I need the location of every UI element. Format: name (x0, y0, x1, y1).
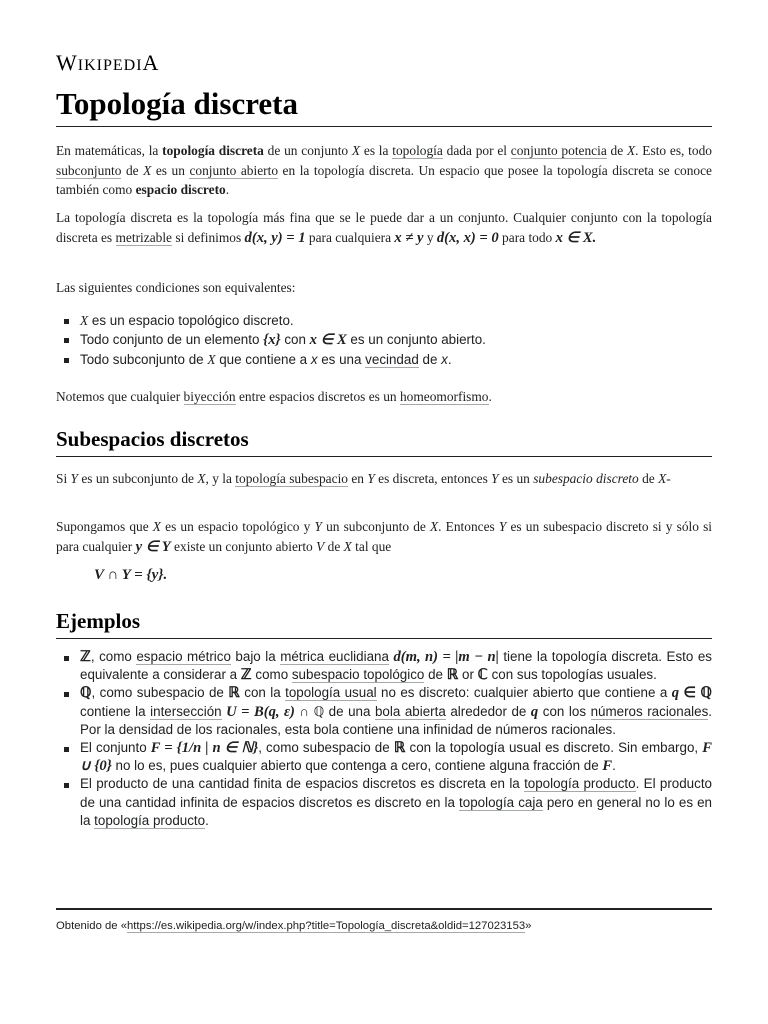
math-var: V (316, 538, 325, 554)
homeomorfismo-paragraph (56, 387, 712, 407)
text: y (423, 229, 437, 245)
text: como (251, 667, 292, 683)
list-item (56, 648, 712, 684)
text: . El producto de una cantidad infinita de espacios discretos es discreto en la (80, 776, 712, 810)
list-item (56, 739, 712, 775)
section-heading-subespacios: Subespacios discretos (56, 425, 712, 457)
text: de (418, 352, 442, 367)
wordmark-rest: IKIPEDI (77, 57, 143, 74)
math-var: q (530, 703, 539, 720)
math-formula: F ∪ {0} (80, 740, 712, 775)
math-set: ℤ (80, 649, 91, 665)
footer-retrieved-from (56, 920, 712, 932)
math-set: ℝ (393, 740, 406, 757)
link-conjunto-abierto[interactable]: conjunto abierto (189, 162, 279, 178)
math-set: ℚ (80, 685, 92, 702)
footer-permalink[interactable]: https://es.wikipedia.org/w/index.php?title=Topología_discreta&oldid=127023153 (126, 920, 526, 932)
math-formula: x ≠ y (394, 229, 424, 246)
math-set: ℂ (477, 667, 488, 684)
text: existe un conjunto abierto (170, 538, 317, 554)
text: no es discreto: cualquier abierto que contiene a (376, 685, 672, 701)
text: . Por la densidad de los racionales, esta bola contiene una infinidad de números racionales. (80, 703, 712, 737)
text: ∩ ℚ de una (294, 703, 375, 719)
footer-divider (56, 908, 712, 910)
math-var: x (441, 352, 448, 367)
italic-term: subespacio discreto (533, 471, 639, 486)
text: Notemos que cualquier (56, 389, 184, 404)
math-var: X (152, 519, 161, 534)
link-topologia-usual[interactable]: topología usual (285, 685, 377, 701)
display-formula: V ∩ Y = {y}. (94, 567, 168, 583)
wikipedia-wordmark[interactable] (56, 50, 159, 76)
text: Si (56, 471, 71, 486)
text: es un (151, 162, 190, 178)
math-formula: d(x, y) = 1 (244, 229, 306, 246)
text: . (447, 352, 452, 367)
text: en la topología discreta. Un espacio que posee la topología discreta se conoce también como (56, 162, 712, 197)
text: . (488, 389, 492, 404)
text: de un conjunto (263, 143, 352, 158)
link-topologia[interactable]: topología (392, 143, 443, 158)
text: La topología discreta es la topología más fina que se le puede dar a un conjunto. Cualquier conjunto con la topología discreta es (56, 210, 712, 245)
text: or (458, 667, 478, 683)
text: de (324, 538, 344, 554)
text: . Esto es, todo (635, 143, 712, 158)
text: tal que (351, 538, 392, 554)
math-var: Y (491, 471, 499, 486)
math-formula: x ∈ X (309, 332, 347, 348)
text: , como (90, 649, 137, 664)
math-var: X (658, 471, 667, 486)
math-var: X (207, 352, 216, 367)
metrizable-paragraph (56, 208, 712, 248)
link-vecindad[interactable]: vecindad (365, 352, 419, 367)
link-subconjunto[interactable]: subconjunto (56, 162, 122, 178)
math-set: ℝ (228, 685, 240, 702)
text: para todo (498, 229, 556, 245)
link-subespacio-topologico[interactable]: subespacio topológico (291, 667, 425, 683)
text: Todo subconjunto de (80, 352, 208, 367)
text: tiene la topología discreta. Esto es equivalente a considerar a (80, 649, 712, 683)
text: es una (317, 352, 366, 367)
link-interseccion[interactable]: intersección (150, 703, 222, 719)
list-item (56, 330, 712, 350)
text: . Entonces (438, 519, 499, 534)
wordmark-last: A (142, 50, 160, 75)
text: entre espacios discretos es un (235, 389, 400, 404)
text: El conjunto (80, 740, 151, 756)
bold-term: topología discreta (162, 143, 264, 158)
list-item (56, 775, 712, 830)
subespacio-definition-paragraph (56, 469, 712, 489)
link-metrizable[interactable]: metrizable (115, 229, 173, 245)
math-formula: y ∈ Y (135, 538, 171, 555)
text: con los (538, 703, 591, 719)
text: un subconjunto de (321, 519, 430, 534)
link-homeomorfismo[interactable]: homeomorfismo (399, 389, 489, 404)
footer-suffix: » (525, 920, 532, 932)
page-title: Topología discreta (56, 84, 712, 127)
text: con la topología usual es discreto. Sin embargo, (405, 740, 703, 756)
math-var: F (602, 758, 613, 775)
text: es un espacio topológico discreto. (88, 313, 294, 328)
text: si definimos (172, 229, 245, 245)
text: contiene la (80, 703, 151, 719)
math-formula: {x} (263, 332, 281, 348)
math-var: X (143, 162, 152, 178)
list-item (56, 311, 712, 330)
text: - (666, 471, 671, 486)
math-var: X (351, 143, 361, 158)
text: dada por el (442, 143, 511, 158)
math-var: Y (314, 519, 322, 534)
text: , como subespacio de (91, 685, 229, 701)
text: Todo conjunto de un elemento (80, 332, 264, 347)
math-var: X (197, 471, 206, 486)
text: es un subespacio discreto si y sólo si para cualquier (56, 519, 712, 554)
text: El producto de una cantidad finita de espacios discretos es discreta en la (80, 776, 525, 792)
text: es discreta, entonces (374, 471, 492, 486)
text: de (606, 143, 627, 158)
math-var: x (310, 352, 318, 367)
math-formula: ∈ ℚ (683, 685, 712, 702)
list-item (56, 684, 712, 739)
text: no lo es, pues cualquier abierto que contenga a cero, contiene alguna fracción de (111, 758, 603, 774)
examples-list (56, 648, 712, 830)
text: . (205, 812, 209, 828)
text: de (424, 667, 447, 683)
math-var: X (80, 313, 89, 328)
link-espacio-metrico[interactable]: espacio métrico (136, 649, 231, 664)
text: con la (239, 685, 286, 701)
text: con sus topologías usuales. (487, 667, 657, 683)
math-formula: d(x, x) = 0 (436, 229, 499, 246)
section-heading-ejemplos: Ejemplos (56, 607, 712, 639)
conditions-intro: Las siguientes condiciones son equivalentes: (56, 280, 296, 295)
link-conjunto-potencia[interactable]: conjunto potencia (510, 143, 607, 158)
text: pero en general no lo es en la (80, 794, 713, 828)
math-formula: x ∈ X. (555, 229, 597, 246)
text: , como subespacio de (258, 740, 394, 756)
link-topologia-producto-2[interactable]: topología producto (94, 812, 206, 828)
intro-paragraph (56, 141, 712, 200)
link-topologia-producto[interactable]: topología producto (524, 776, 636, 792)
math-formula: U = B(q, ε) (226, 703, 295, 720)
text: alrededor de (445, 703, 531, 719)
math-formula: F = {1/n | n ∈ ℕ} (150, 740, 259, 757)
wordmark-first: W (56, 50, 78, 75)
text: de (121, 162, 144, 178)
text: es la (360, 143, 393, 158)
math-var: Y (367, 471, 375, 486)
math-var: Y (70, 471, 78, 486)
text: con (280, 332, 310, 347)
math-var: X (343, 538, 352, 554)
text: para cualquiera (305, 229, 395, 245)
text: es un (498, 471, 534, 486)
text: bajo la (230, 649, 281, 664)
math-formula: d(m, n) = |m − n| (393, 649, 499, 665)
link-metrica-euclidiana[interactable]: métrica euclidiana (280, 649, 389, 664)
bold-term: espacio discreto (135, 182, 226, 197)
text: es un espacio topológico y (160, 519, 315, 534)
math-var: q (671, 685, 679, 702)
subespacio-criterion-paragraph (56, 517, 712, 557)
link-topologia-subespacio[interactable]: topología subespacio (235, 471, 348, 486)
text: es un subconjunto de (77, 471, 198, 486)
math-set: ℤ (240, 667, 252, 684)
math-var: Y (498, 519, 507, 534)
text: que contiene a (215, 352, 311, 367)
math-var: X (626, 143, 636, 158)
text: Supongamos que (56, 519, 153, 534)
text: . (225, 182, 230, 197)
conditions-list (56, 311, 712, 369)
text: es un conjunto abierto. (346, 332, 486, 347)
link-biyeccion[interactable]: biyección (183, 389, 236, 404)
list-item (56, 350, 712, 369)
math-set: ℝ (446, 667, 459, 684)
text: . (612, 758, 616, 774)
link-bola-abierta[interactable]: bola abierta (374, 703, 446, 719)
math-var: X (429, 519, 439, 534)
text: , y la (205, 471, 236, 486)
text: En matemáticas, la (56, 143, 163, 158)
text: en (347, 471, 368, 486)
text: de (638, 471, 659, 486)
footer-prefix: Obtenido de « (56, 920, 127, 932)
link-topologia-caja[interactable]: topología caja (459, 794, 543, 810)
link-numeros-racionales[interactable]: números racionales (590, 703, 709, 719)
